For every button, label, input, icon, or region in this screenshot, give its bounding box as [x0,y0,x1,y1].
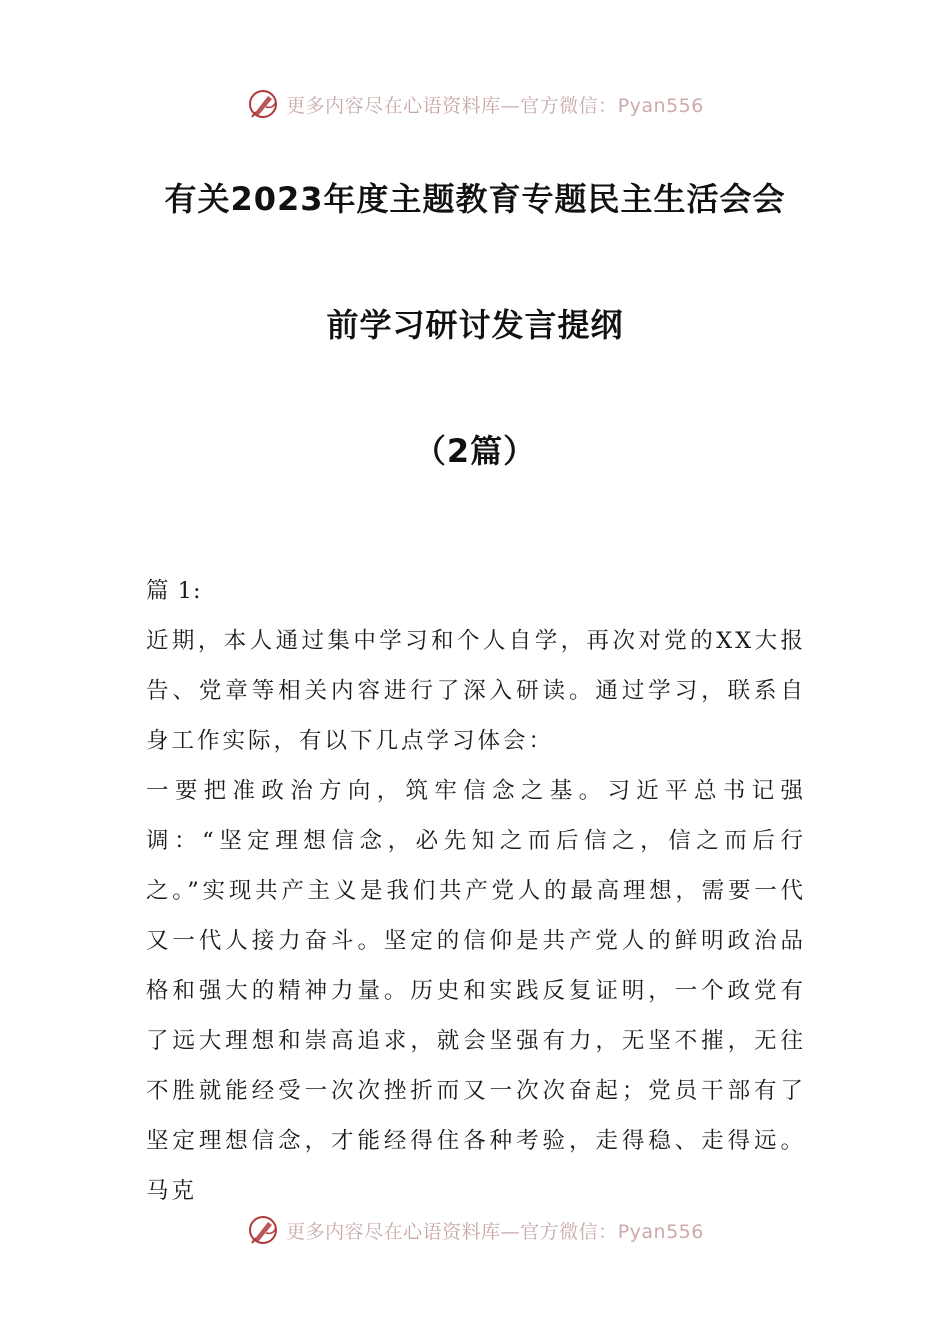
watermark-prefix: 更多内容尽在 [286,1220,404,1243]
watermark-text [286,1217,704,1244]
pen-logo-icon [246,87,280,121]
body-paragraph-2: 一要把准政治方向，筑牢信念之基。习近平总书记强调：“坚定理想信念，必先知之而后信之，信之而后行之。”实现共产主义是我们共产党人的最高理想，需要一代又一代人接力奋斗。坚定的信仰是共产党人的鲜明政治品格和强大的精神力量。历史和实践反复证明，一个政党有了远大理想和崇高追求，就会坚强有力，无坚不摧，无往不胜就能经受一次次挫折而又一次次奋起；党员干部有了坚定理想信念，才能经得住各种考验，走得稳、走得远。马克 [146,778,806,1204]
section-heading: 篇 1: [146,578,202,604]
watermark-dash: — [500,94,521,117]
document-title-line-1: 有关2023年度主题教育专题民主生活会会 [164,180,786,218]
watermark-brand: 心语资料库 [403,1220,501,1243]
document-body [146,566,806,1216]
watermark-prefix: 更多内容尽在 [286,94,404,117]
pen-logo-icon [246,1213,280,1247]
document-title-line-2: 前学习研讨发言提纲 [326,306,624,344]
body-paragraph-1: 近期，本人通过集中学习和个人自学，再次对党的XX大报告、党章等相关内容进行了深入研读。通过学习，联系自身工作实际，有以下几点学习体会： [146,628,806,754]
document-title-count: （2篇） [413,432,537,470]
watermark-header [0,84,950,124]
watermark-label: 官方微信： [520,1220,618,1243]
watermark-id: Pyan556 [617,94,704,117]
watermark-id: Pyan556 [617,1220,704,1243]
watermark-text [286,91,704,118]
watermark-footer [0,1210,950,1250]
watermark-brand: 心语资料库 [403,94,501,117]
watermark-label: 官方微信： [520,94,618,117]
watermark-dash: — [500,1220,521,1243]
